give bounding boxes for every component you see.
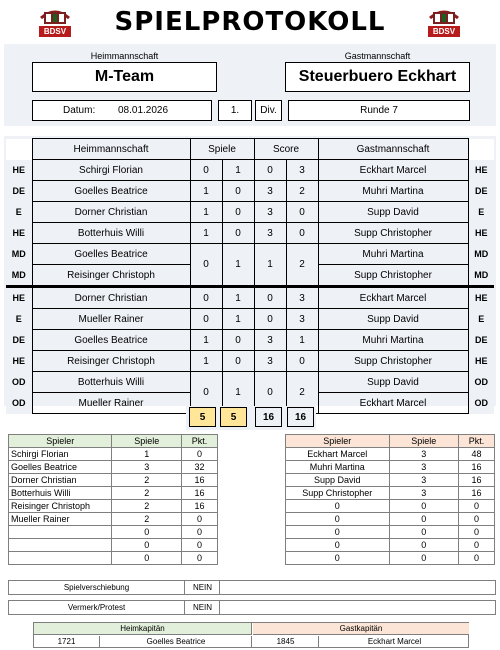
game-s1: 0 bbox=[190, 244, 222, 287]
total-games-home: 5 bbox=[189, 407, 216, 427]
game-s2: 1 bbox=[222, 244, 254, 287]
stats-player-name: Reisinger Christoph bbox=[9, 500, 112, 513]
division-label: Div. bbox=[255, 100, 282, 121]
header-score: Score bbox=[254, 139, 318, 160]
game-s2: 1 bbox=[222, 287, 254, 309]
stats-player-name: 0 bbox=[286, 539, 390, 552]
stats-games: 0 bbox=[389, 539, 459, 552]
home-player: Goelles Beatrice bbox=[32, 244, 190, 265]
stats-points: 0 bbox=[459, 513, 495, 526]
header-home: Heimmannschaft bbox=[32, 139, 190, 160]
games-header-row bbox=[6, 139, 494, 160]
total-games-guest: 5 bbox=[220, 407, 247, 427]
game-type-right: HE bbox=[468, 160, 494, 181]
home-captain-name: Goelles Beatrice bbox=[101, 636, 252, 647]
guest-stats-table bbox=[285, 434, 495, 565]
game-row bbox=[6, 244, 494, 265]
game-s1: 1 bbox=[190, 202, 222, 223]
empty-cell bbox=[6, 139, 32, 160]
stats-games: 3 bbox=[389, 448, 459, 461]
game-type-right: OD bbox=[468, 372, 494, 393]
postponement-label: Spielverschiebung bbox=[9, 581, 185, 594]
home-stats-row bbox=[9, 500, 218, 513]
home-player: Mueller Rainer bbox=[32, 393, 190, 414]
date-box bbox=[32, 100, 212, 121]
home-player: Reisinger Christoph bbox=[32, 351, 190, 372]
guest-player: Muhri Martina bbox=[318, 244, 468, 265]
stats-points: 16 bbox=[182, 487, 218, 500]
stats-points: 16 bbox=[459, 461, 495, 474]
postponement-value: NEIN bbox=[186, 581, 220, 594]
header-games: Spiele bbox=[190, 139, 254, 160]
home-player: Schirgi Florian bbox=[32, 160, 190, 181]
guest-stats-row bbox=[286, 487, 495, 500]
stats-player-name: Muhri Martina bbox=[286, 461, 390, 474]
game-row bbox=[6, 351, 494, 372]
game-p1: 3 bbox=[254, 330, 286, 351]
stats-games: 3 bbox=[389, 474, 459, 487]
game-type-right: E bbox=[468, 202, 494, 223]
home-player: Mueller Rainer bbox=[32, 309, 190, 330]
game-s1: 1 bbox=[190, 351, 222, 372]
guest-player: Supp Christopher bbox=[318, 265, 468, 287]
game-row bbox=[6, 223, 494, 244]
home-player: Goelles Beatrice bbox=[32, 181, 190, 202]
game-type-right: DE bbox=[468, 181, 494, 202]
stats-player-name: Dorner Christian bbox=[9, 474, 112, 487]
game-p1: 3 bbox=[254, 202, 286, 223]
game-s2: 1 bbox=[222, 160, 254, 181]
game-type-left: MD bbox=[6, 244, 32, 265]
stats-points: 0 bbox=[182, 526, 218, 539]
stats-points: 0 bbox=[459, 552, 495, 565]
home-captain-label: Heimkapitän bbox=[34, 623, 252, 635]
stats-header-games: Spiele bbox=[112, 435, 182, 448]
game-p2: 3 bbox=[286, 309, 318, 330]
guest-stats-row bbox=[286, 461, 495, 474]
stats-points: 48 bbox=[459, 448, 495, 461]
home-stats-table bbox=[8, 434, 218, 565]
header-guest: Gastmannschaft bbox=[318, 139, 468, 160]
game-type-left: DE bbox=[6, 330, 32, 351]
game-p1: 0 bbox=[254, 309, 286, 330]
protest-value: NEIN bbox=[186, 601, 220, 614]
date-label: Datum: bbox=[63, 105, 96, 116]
stats-player-name: 0 bbox=[286, 513, 390, 526]
stats-player-name bbox=[9, 526, 112, 539]
game-p1: 1 bbox=[254, 244, 286, 287]
home-stats-row bbox=[9, 552, 218, 565]
date-value: 08.01.2026 bbox=[118, 105, 169, 116]
guest-stats-row bbox=[286, 500, 495, 513]
stats-player-name: 0 bbox=[286, 526, 390, 539]
game-type-left: MD bbox=[6, 265, 32, 287]
home-stats-row bbox=[9, 474, 218, 487]
bdsv-logo-left bbox=[36, 4, 74, 40]
stats-games: 3 bbox=[389, 461, 459, 474]
guest-player: Supp Christopher bbox=[318, 351, 468, 372]
guest-stats-header bbox=[286, 435, 495, 448]
game-p1: 0 bbox=[254, 287, 286, 309]
game-p1: 3 bbox=[254, 351, 286, 372]
stats-games: 3 bbox=[112, 461, 182, 474]
guest-player: Muhri Martina bbox=[318, 181, 468, 202]
guest-captain-name: Eckhart Marcel bbox=[367, 637, 422, 646]
guest-player: Supp David bbox=[318, 309, 468, 330]
stats-points: 0 bbox=[459, 539, 495, 552]
guest-team-name: Steuerbuero Eckhart bbox=[285, 62, 470, 92]
guest-player: Muhri Martina bbox=[318, 330, 468, 351]
stats-games: 0 bbox=[112, 552, 182, 565]
game-type-left: E bbox=[6, 202, 32, 223]
game-s2: 0 bbox=[222, 351, 254, 372]
game-s2: 0 bbox=[222, 181, 254, 202]
stats-points: 32 bbox=[182, 461, 218, 474]
game-type-right: DE bbox=[468, 330, 494, 351]
guest-stats-row bbox=[286, 474, 495, 487]
home-captain-id: 1721 bbox=[34, 636, 100, 647]
game-row bbox=[6, 160, 494, 181]
game-type-right: OD bbox=[468, 393, 494, 414]
guest-stats-row bbox=[286, 448, 495, 461]
stats-player-name: Goelles Beatrice bbox=[9, 461, 112, 474]
stats-player-name bbox=[9, 539, 112, 552]
home-stats-row bbox=[9, 513, 218, 526]
postponement-row bbox=[8, 580, 496, 595]
game-s1: 1 bbox=[190, 223, 222, 244]
home-team-label: Heimmannschaft bbox=[90, 51, 159, 61]
game-s1: 1 bbox=[190, 181, 222, 202]
stats-points: 0 bbox=[459, 500, 495, 513]
game-p1: 0 bbox=[254, 160, 286, 181]
stats-games: 0 bbox=[112, 526, 182, 539]
total-score-guest: 16 bbox=[287, 407, 314, 427]
home-player: Dorner Christian bbox=[32, 287, 190, 309]
stats-player-name: Schirgi Florian bbox=[9, 448, 112, 461]
game-row bbox=[6, 372, 494, 393]
stats-header-points: Pkt. bbox=[182, 435, 218, 448]
game-s2: 0 bbox=[222, 202, 254, 223]
round-box: Runde 7 bbox=[288, 100, 470, 121]
stats-header-points: Pkt. bbox=[459, 435, 495, 448]
stats-points: 16 bbox=[459, 474, 495, 487]
stats-points: 16 bbox=[459, 487, 495, 500]
game-row bbox=[6, 202, 494, 223]
stats-points: 0 bbox=[182, 539, 218, 552]
game-type-left: HE bbox=[6, 287, 32, 309]
game-type-left: HE bbox=[6, 160, 32, 181]
empty-cell bbox=[468, 139, 494, 160]
stats-games: 0 bbox=[389, 513, 459, 526]
game-s1: 0 bbox=[190, 372, 222, 414]
game-type-left: OD bbox=[6, 393, 32, 414]
stats-player-name: 0 bbox=[286, 552, 390, 565]
game-row bbox=[6, 330, 494, 351]
guest-player: Supp David bbox=[318, 202, 468, 223]
guest-player: Supp David bbox=[318, 372, 468, 393]
home-stats-row bbox=[9, 526, 218, 539]
game-s1: 0 bbox=[190, 309, 222, 330]
stats-player-name: Supp David bbox=[286, 474, 390, 487]
game-type-left: HE bbox=[6, 223, 32, 244]
game-type-left: DE bbox=[6, 181, 32, 202]
stats-header-player: Spieler bbox=[9, 435, 112, 448]
home-stats-row bbox=[9, 539, 218, 552]
stats-games: 0 bbox=[112, 539, 182, 552]
guest-player: Supp Christopher bbox=[318, 223, 468, 244]
guest-stats-row bbox=[286, 552, 495, 565]
stats-points: 0 bbox=[182, 513, 218, 526]
stats-games: 0 bbox=[389, 500, 459, 513]
game-row bbox=[6, 309, 494, 330]
home-player: Botterhuis Willi bbox=[32, 372, 190, 393]
guest-stats-row bbox=[286, 513, 495, 526]
game-type-right: HE bbox=[468, 223, 494, 244]
game-type-left: HE bbox=[6, 351, 32, 372]
games-table bbox=[6, 138, 494, 414]
stats-header-games: Spiele bbox=[389, 435, 459, 448]
page-title: SPIELPROTOKOLL bbox=[114, 7, 386, 37]
game-type-right: HE bbox=[468, 287, 494, 309]
game-p2: 2 bbox=[286, 372, 318, 414]
guest-stats-row bbox=[286, 526, 495, 539]
stats-player-name: Botterhuis Willi bbox=[9, 487, 112, 500]
stats-player-name bbox=[9, 552, 112, 565]
stats-points: 0 bbox=[182, 448, 218, 461]
stats-points: 16 bbox=[182, 500, 218, 513]
home-player: Reisinger Christoph bbox=[32, 265, 190, 287]
game-p2: 0 bbox=[286, 202, 318, 223]
home-stats-row bbox=[9, 448, 218, 461]
stats-points: 16 bbox=[182, 474, 218, 487]
guest-player: Eckhart Marcel bbox=[318, 393, 468, 414]
home-player: Goelles Beatrice bbox=[32, 330, 190, 351]
home-player: Botterhuis Willi bbox=[32, 223, 190, 244]
guest-player: Eckhart Marcel bbox=[318, 287, 468, 309]
game-type-left: OD bbox=[6, 372, 32, 393]
guest-team-label: Gastmannschaft bbox=[344, 51, 411, 61]
game-row bbox=[6, 287, 494, 309]
game-row bbox=[6, 181, 494, 202]
game-s1: 1 bbox=[190, 330, 222, 351]
protest-row bbox=[8, 600, 496, 615]
stats-player-name: Supp Christopher bbox=[286, 487, 390, 500]
game-p2: 2 bbox=[286, 181, 318, 202]
game-p2: 1 bbox=[286, 330, 318, 351]
game-s2: 1 bbox=[222, 372, 254, 414]
stats-games: 0 bbox=[389, 552, 459, 565]
stats-games: 0 bbox=[389, 526, 459, 539]
game-s1: 0 bbox=[190, 160, 222, 181]
logo-text: BDSV bbox=[432, 27, 456, 36]
home-stats-row bbox=[9, 487, 218, 500]
stats-points: 0 bbox=[459, 526, 495, 539]
home-player: Dorner Christian bbox=[32, 202, 190, 223]
game-s2: 0 bbox=[222, 330, 254, 351]
stats-games: 2 bbox=[112, 487, 182, 500]
game-p2: 3 bbox=[286, 160, 318, 181]
stats-games: 2 bbox=[112, 474, 182, 487]
stats-games: 2 bbox=[112, 500, 182, 513]
stats-points: 0 bbox=[182, 552, 218, 565]
captains-box bbox=[33, 622, 469, 648]
guest-captain-id: 1845 bbox=[253, 636, 319, 647]
stats-player-name: 0 bbox=[286, 500, 390, 513]
game-type-right: HE bbox=[468, 351, 494, 372]
stats-player-name: Eckhart Marcel bbox=[286, 448, 390, 461]
game-s2: 0 bbox=[222, 223, 254, 244]
stats-games: 1 bbox=[112, 448, 182, 461]
game-p1: 0 bbox=[254, 372, 286, 414]
total-score-home: 16 bbox=[255, 407, 282, 427]
bdsv-logo-right bbox=[425, 4, 463, 40]
guest-player: Eckhart Marcel bbox=[318, 160, 468, 181]
game-s2: 1 bbox=[222, 309, 254, 330]
game-type-right: MD bbox=[468, 265, 494, 287]
game-p2: 0 bbox=[286, 223, 318, 244]
game-p2: 0 bbox=[286, 351, 318, 372]
stats-games: 2 bbox=[112, 513, 182, 526]
game-type-right: E bbox=[468, 309, 494, 330]
home-team-name: M-Team bbox=[32, 62, 217, 92]
game-type-left: E bbox=[6, 309, 32, 330]
logo-text: BDSV bbox=[43, 27, 67, 36]
home-stats-row bbox=[9, 461, 218, 474]
game-p2: 3 bbox=[286, 287, 318, 309]
stats-games: 3 bbox=[389, 487, 459, 500]
game-s1: 0 bbox=[190, 287, 222, 309]
game-type-right: MD bbox=[468, 244, 494, 265]
stats-player-name: Mueller Rainer bbox=[9, 513, 112, 526]
division-number: 1. bbox=[218, 100, 252, 121]
protest-label: Vermerk/Protest bbox=[9, 601, 185, 614]
home-stats-header bbox=[9, 435, 218, 448]
game-p2: 2 bbox=[286, 244, 318, 287]
stats-header-player: Spieler bbox=[286, 435, 390, 448]
guest-captain-label: Gastkapitän bbox=[253, 623, 469, 635]
game-p1: 3 bbox=[254, 223, 286, 244]
guest-stats-row bbox=[286, 539, 495, 552]
game-p1: 3 bbox=[254, 181, 286, 202]
